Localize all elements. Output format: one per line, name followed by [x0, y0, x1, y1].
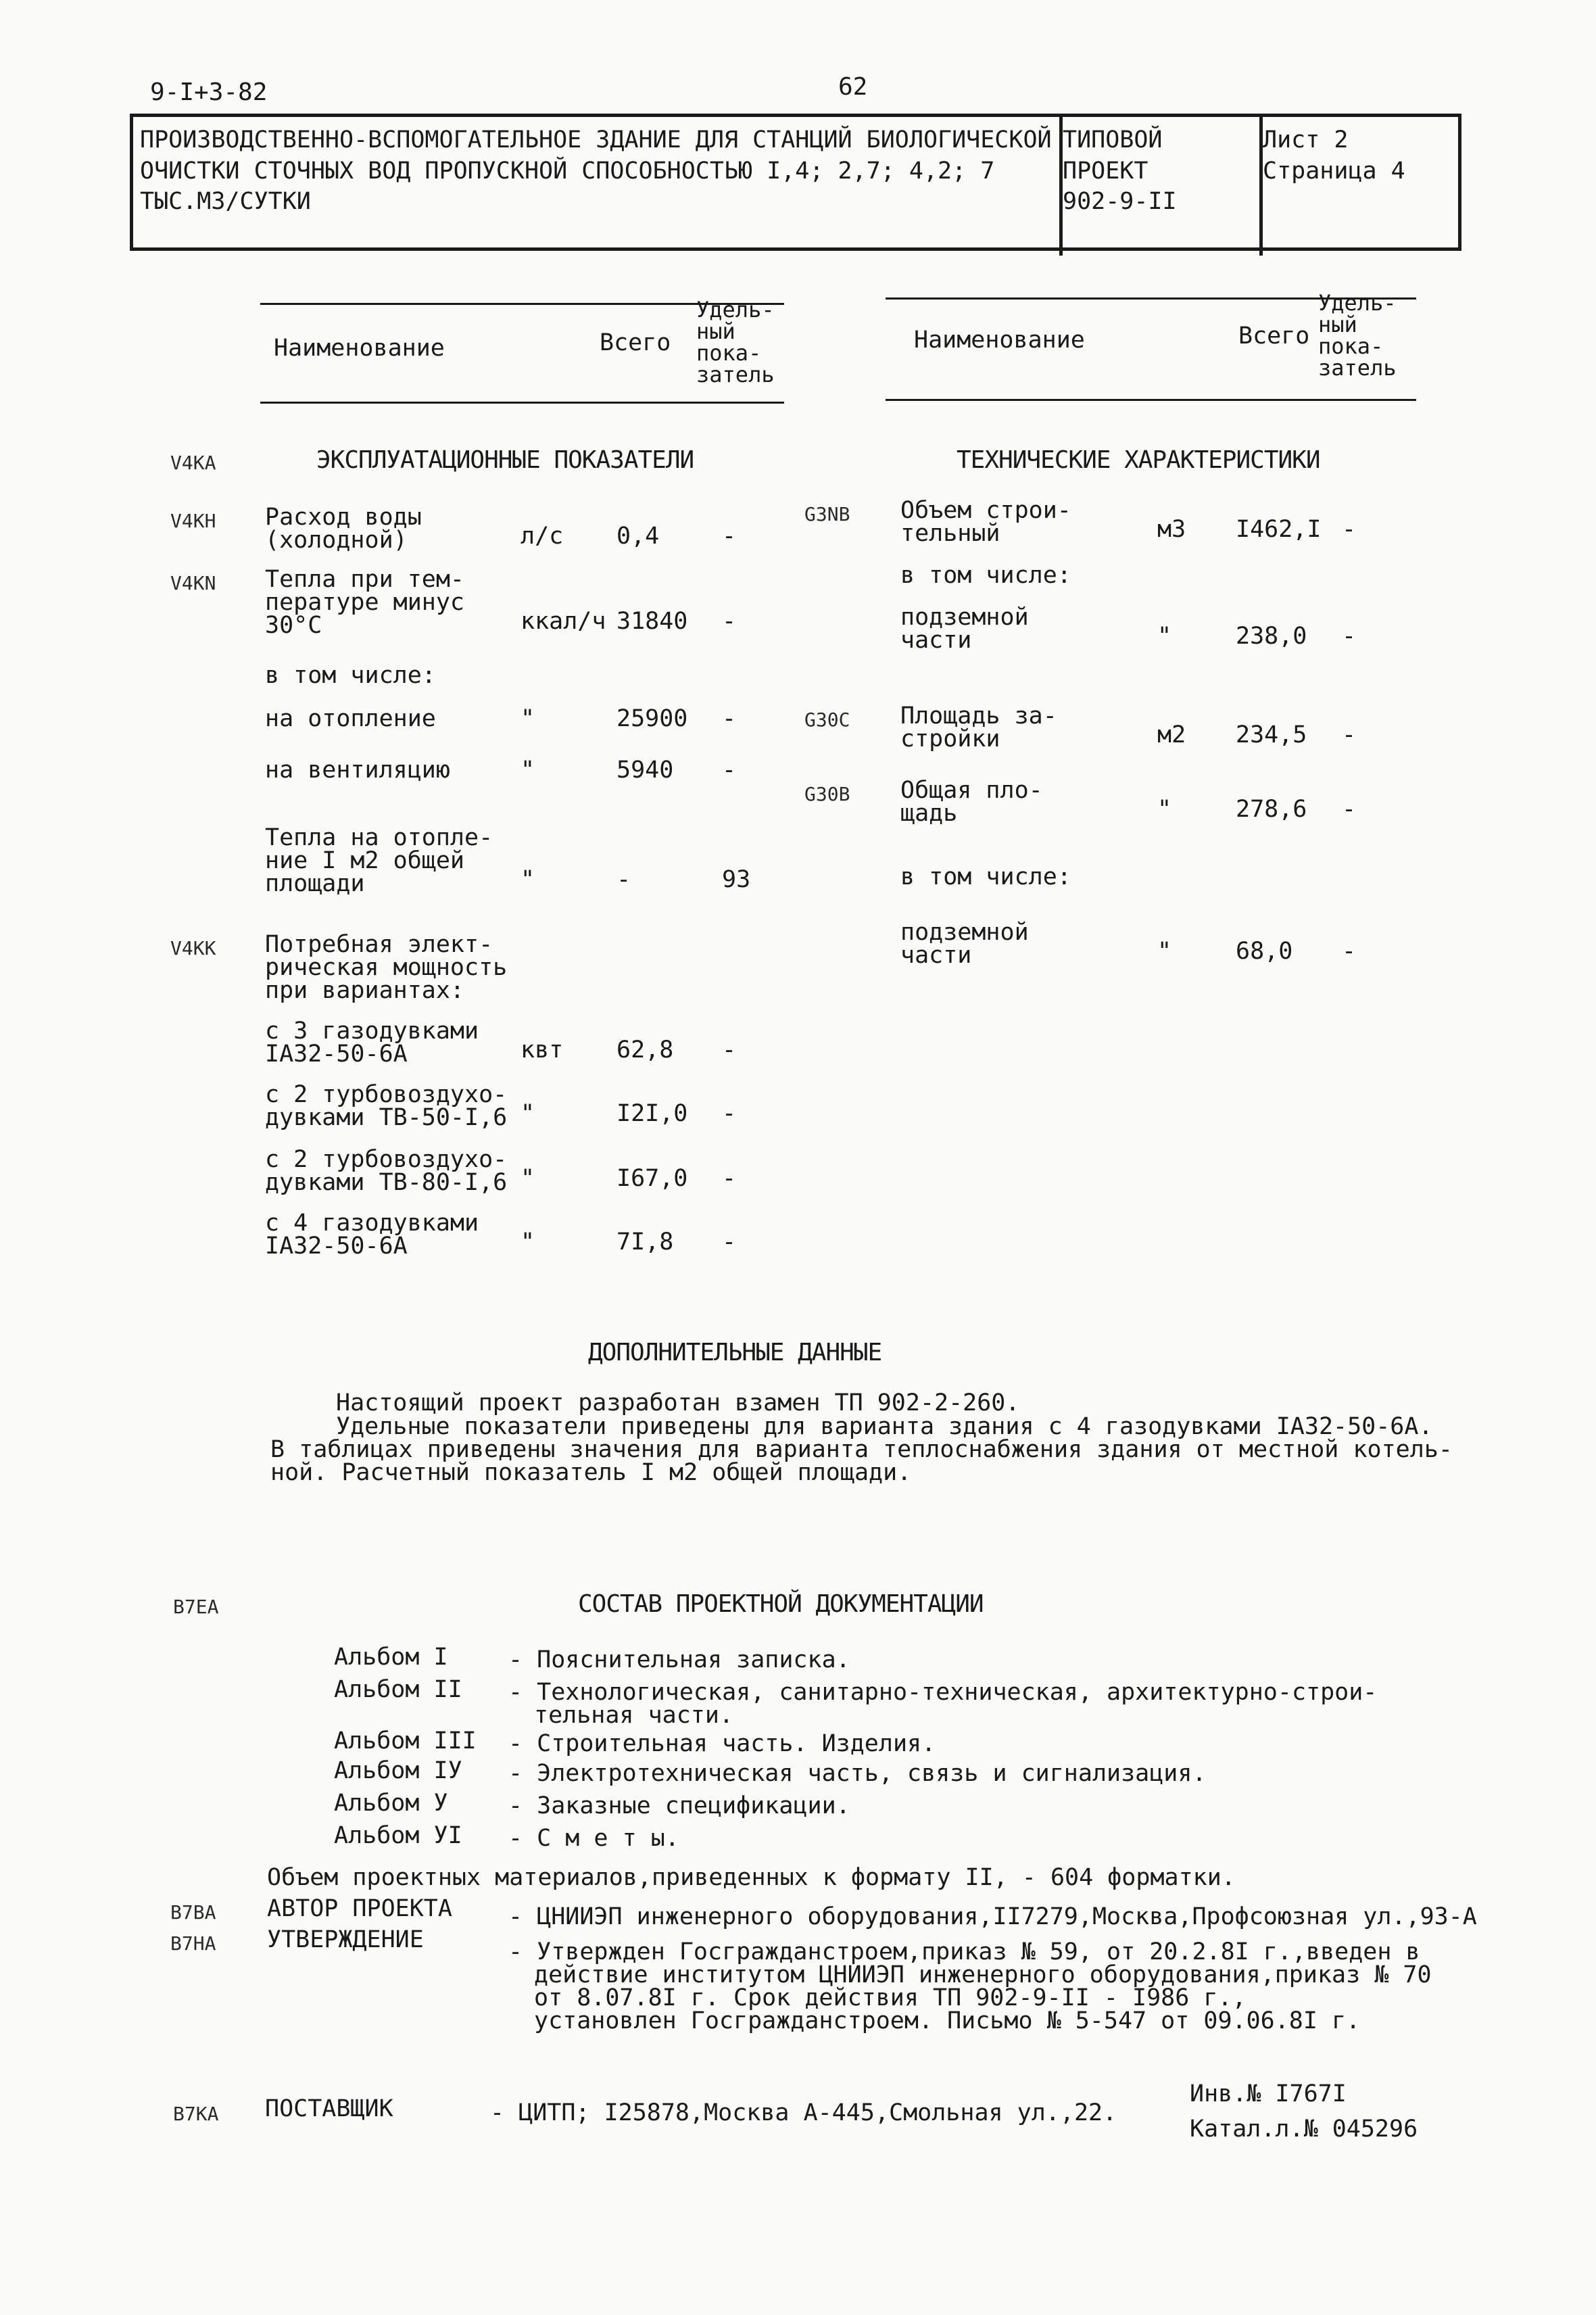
- left-row-name: с 3 газодувками: [265, 1018, 479, 1045]
- right-row-name: части: [900, 942, 972, 969]
- right-row-unit: м2: [1157, 721, 1186, 748]
- album-description: - С м е т ы.: [508, 1825, 679, 1852]
- left-row-name: Расход воды: [265, 504, 422, 531]
- supplier-text: - ЦИТП; I25878,Москва А-445,Смольная ул.,22.: [490, 2099, 1117, 2126]
- album-description: - Заказные спецификации.: [508, 1792, 850, 1819]
- document-code: 9-I+3-82: [150, 78, 268, 106]
- album-label: Альбом У: [334, 1790, 448, 1817]
- left-row-name: с 2 турбовоздухо-: [265, 1146, 508, 1173]
- page-label: Страница 4: [1263, 157, 1405, 185]
- left-row-specific: -: [722, 757, 737, 784]
- right-row-total: 238,0: [1236, 623, 1307, 650]
- left-row-unit: ": [521, 1228, 535, 1256]
- left-row-name: Тепла на отопле-: [265, 824, 493, 851]
- right-row-total: 278,6: [1236, 796, 1307, 823]
- album-description: - Технологическая, санитарно-техническая, архитектурно-строи-: [508, 1679, 1378, 1706]
- left-section-heading: ЭКСПЛУАТАЦИОННЫЕ ПОКАЗАТЕЛИ: [316, 446, 694, 474]
- author-label: АВТОР ПРОЕКТА: [267, 1895, 452, 1922]
- left-row-unit: ": [521, 1165, 535, 1192]
- right-row-name: подземной: [900, 604, 1029, 631]
- left-header-total: Всего: [600, 329, 671, 356]
- author-text: - ЦНИИЭП инженерного оборудования,II7279,Москва,Профсоюзная ул.,93-А: [508, 1903, 1477, 1930]
- left-row-name: на отопление: [265, 705, 436, 732]
- left-row-specific: -: [722, 1228, 737, 1256]
- left-row-name: с 2 турбовоздухо-: [265, 1081, 508, 1108]
- album-label: Альбом I: [334, 1644, 448, 1671]
- left-row-unit: ккал/ч: [521, 608, 606, 635]
- right-row-name: Общая пло-: [900, 777, 1043, 804]
- left-row-specific: -: [722, 608, 737, 635]
- description-line: ОЧИСТКИ СТОЧНЫХ ВОД ПРОПУСКНОЙ СПОСОБНОСТЬЮ I,4; 2,7; 4,2; 7: [140, 157, 995, 185]
- approval-line: - Утвержден Госгражданстроем,приказ № 59, от 20.2.8I г.,введен в: [508, 1938, 1420, 1965]
- right-row-name: в том числе:: [900, 863, 1071, 890]
- title-block-sheet: [1256, 117, 1465, 256]
- right-row-unit: ": [1157, 938, 1172, 965]
- sheet-label: Лист 2: [1263, 126, 1349, 153]
- left-row-total: I2I,0: [616, 1100, 688, 1127]
- right-row-specific: -: [1342, 796, 1357, 823]
- left-row-unit: ": [521, 1100, 535, 1127]
- right-row-unit: м3: [1157, 516, 1186, 543]
- left-row-code: V4KN: [170, 572, 216, 594]
- album-description: - Пояснительная записка.: [508, 1646, 850, 1673]
- album-description: - Строительная часть. Изделия.: [508, 1730, 936, 1757]
- additional-heading: ДОПОЛНИТЕЛЬНЫЕ ДАННЫЕ: [588, 1339, 882, 1366]
- left-header-bottom-rule: [260, 402, 784, 404]
- title-block-project: [1056, 117, 1263, 256]
- documentation-heading: СОСТАВ ПРОЕКТНОЙ ДОКУМЕНТАЦИИ: [578, 1590, 984, 1618]
- left-row-unit: ": [521, 757, 535, 784]
- left-header-name: Наименование: [274, 335, 445, 362]
- right-row-specific: -: [1342, 516, 1357, 543]
- page-number: 62: [838, 73, 868, 101]
- left-row-name: при вариантах:: [265, 977, 465, 1004]
- left-row-name: Тепла при тем-: [265, 566, 465, 593]
- album-description: тельная части.: [534, 1702, 734, 1729]
- right-header-bottom-rule: [886, 399, 1416, 401]
- left-row-name: 30°C: [265, 612, 322, 639]
- left-row-specific: -: [722, 523, 737, 550]
- right-row-code: G30B: [804, 783, 850, 805]
- left-row-unit: ": [521, 705, 535, 732]
- left-row-total: 5940: [616, 757, 674, 784]
- right-row-total: 68,0: [1236, 938, 1293, 965]
- left-row-total: -: [616, 866, 631, 893]
- album-label: Альбом III: [334, 1727, 477, 1755]
- supplier-label: ПОСТАВЩИК: [265, 2095, 393, 2122]
- project-number: 902-9-II: [1063, 188, 1177, 215]
- right-row-name: подземной: [900, 919, 1029, 946]
- left-row-unit: ": [521, 866, 535, 893]
- approval-line: установлен Госгражданстроем. Письмо № 5-547 от 09.06.8I г.: [534, 2007, 1361, 2034]
- right-row-total: 234,5: [1236, 721, 1307, 748]
- left-row-code: V4KK: [170, 937, 216, 959]
- right-header-total: Всего: [1238, 323, 1310, 350]
- left-row-name: на вентиляцию: [265, 757, 450, 784]
- left-row-total: I67,0: [616, 1165, 688, 1192]
- left-header-specific: Удель- ный пока- затель: [696, 297, 775, 387]
- right-row-name: Объем строи-: [900, 497, 1071, 524]
- supplier-code: B7KA: [173, 2103, 219, 2125]
- album-label: Альбом IУ: [334, 1757, 462, 1784]
- right-row-unit: ": [1157, 796, 1172, 823]
- additional-line: Удельные показатели приведены для варианта здания с 4 газодувками IA32-50-6A.: [336, 1413, 1433, 1440]
- additional-line: В таблицах приведены значения для варианта теплоснабжения здания от местной котель-: [270, 1436, 1453, 1463]
- left-row-specific: 93: [722, 866, 751, 893]
- left-row-specific: -: [722, 1100, 737, 1127]
- left-row-name: пературе минус: [265, 589, 465, 616]
- right-row-name: части: [900, 627, 972, 654]
- approval-line: от 8.07.8I г. Срок действия ТП 902-9-II - I986 г.,: [534, 1984, 1247, 2011]
- description-line: ТЫС.М3/СУТКИ: [140, 188, 311, 215]
- approval-label: УТВЕРЖДЕНИЕ: [267, 1926, 424, 1953]
- approval-line: действие институтом ЦНИИЭП инженерного оборудования,приказ № 70: [534, 1961, 1432, 1988]
- left-row-name: IA32-50-6A: [265, 1233, 408, 1260]
- left-section-code: V4KA: [170, 452, 216, 474]
- documentation-code: B7EA: [173, 1596, 219, 1618]
- project-label: ТИПОВОЙ ПРОЕКТ: [1063, 126, 1163, 185]
- right-header-specific: Удель- ный пока- затель: [1318, 290, 1397, 381]
- left-row-name: Потребная элект-: [265, 931, 493, 958]
- left-row-name: ние I м2 общей: [265, 847, 465, 874]
- album-label: Альбом УI: [334, 1822, 462, 1849]
- right-row-name: тельный: [900, 520, 1000, 547]
- right-row-specific: -: [1342, 623, 1357, 650]
- right-row-specific: -: [1342, 721, 1357, 748]
- right-row-specific: -: [1342, 938, 1357, 965]
- title-block: [130, 114, 1461, 251]
- left-row-name: дувками ТВ-80-I,6: [265, 1169, 508, 1196]
- left-row-unit: квт: [521, 1036, 564, 1064]
- right-row-name: щадь: [900, 800, 958, 827]
- left-row-name: с 4 газодувками: [265, 1210, 479, 1237]
- left-row-specific: -: [722, 1036, 737, 1064]
- album-label: Альбом II: [334, 1676, 462, 1703]
- inventory-number: Инв.№ I767I: [1190, 2080, 1347, 2107]
- left-row-name: в том числе:: [265, 662, 436, 689]
- album-description: - Электротехническая часть, связь и сигнализация.: [508, 1760, 1207, 1787]
- left-row-specific: -: [722, 1165, 737, 1192]
- volume-line: Объем проектных материалов,приведенных к формату II, - 604 форматки.: [267, 1864, 1236, 1891]
- title-block-description: [133, 117, 1063, 256]
- left-row-total: 0,4: [616, 523, 660, 550]
- left-row-name: IA32-50-6A: [265, 1041, 408, 1068]
- left-row-name: площади: [265, 870, 365, 897]
- right-header-name: Наименование: [914, 327, 1085, 354]
- approval-code: B7HA: [170, 1932, 216, 1955]
- left-row-name: рическая мощность: [265, 954, 508, 981]
- left-row-name: дувками ТВ-50-I,6: [265, 1104, 508, 1131]
- right-row-code: G3NB: [804, 503, 850, 525]
- right-row-name: стройки: [900, 725, 1000, 753]
- right-row-name: в том числе:: [900, 562, 1071, 589]
- left-row-total: 31840: [616, 608, 688, 635]
- left-row-specific: -: [722, 705, 737, 732]
- additional-line: ной. Расчетный показатель I м2 общей площади.: [270, 1459, 912, 1486]
- right-row-name: Площадь за-: [900, 702, 1057, 730]
- left-row-unit: л/с: [521, 523, 564, 550]
- author-code: B7BA: [170, 1901, 216, 1924]
- right-section-heading: ТЕХНИЧЕСКИЕ ХАРАКТЕРИСТИКИ: [957, 446, 1320, 474]
- right-row-unit: ": [1157, 623, 1172, 650]
- left-row-total: 25900: [616, 705, 688, 732]
- additional-line: Настоящий проект разработан взамен ТП 902-2-260.: [336, 1389, 1020, 1416]
- right-row-code: G30C: [804, 709, 850, 731]
- left-row-code: V4KH: [170, 510, 216, 532]
- catalog-number: Катал.л.№ 045296: [1190, 2116, 1418, 2143]
- left-row-total: 62,8: [616, 1036, 674, 1064]
- left-row-total: 7I,8: [616, 1228, 674, 1256]
- right-row-total: I462,I: [1236, 516, 1322, 543]
- description-line: ПРОИЗВОДСТВЕННО-ВСПОМОГАТЕЛЬНОЕ ЗДАНИЕ ДЛЯ СТАНЦИЙ БИОЛОГИЧЕСКОЙ: [140, 126, 1052, 153]
- left-row-name: (холодной): [265, 527, 408, 554]
